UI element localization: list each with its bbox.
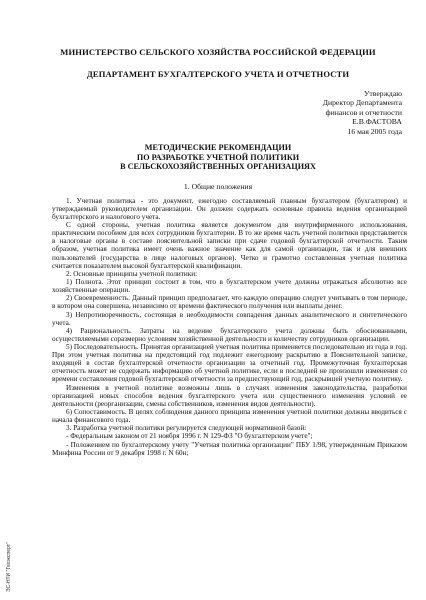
approval-line: Директор Департамента	[322, 98, 402, 108]
approval-line: Утверждаю	[363, 89, 402, 98]
document-body	[52, 197, 407, 457]
paragraph: 2. Основные принципы учетной политики:	[66, 269, 198, 278]
approval-date: 16 мая 2005 года	[347, 126, 402, 136]
paragraph: - Положением по бухгалтерскому учету "Учетная политика организации" ПБУ 1/98, утвержденным Приказом Минфина России от 9 декабря 1998 г. N 60н;	[52, 440, 407, 457]
document-title	[40, 143, 396, 172]
paragraph: 3. Разработка учетной политики регулируется следующей нормативной базой:	[66, 424, 307, 433]
approval-block	[270, 89, 402, 136]
approval-signatory: Е.В.ФАСТОВА	[352, 117, 402, 127]
approval-line: финансов и отчетности	[325, 107, 402, 117]
paragraph: Изменения в учетной политике возможны лишь в случаях изменения законодательства, разработки организацией новых способов ведения бухгалтерского учета или существенного изменения условий ее деятельности (реорганизации, смены собственников, изменения видов деятельности).	[52, 383, 407, 408]
paragraph: 2) Своевременность. Данный принцип предполагает, что каждую операцию следует учитывать в том периоде, в котором она совершена, независимо от времени фактического получения или выплаты денег.	[52, 294, 407, 311]
section-heading: 1. Общие положения	[183, 182, 253, 191]
paragraph: 5) Последовательность. Принятая организацией учетная политика применяется последовательно из года в год. При этом учетная политика на предстоящий год подлежит ежегодному раскрытию в Пояснительной записке, входящей в состав бухгалтерской отчетности организации за отчетный год. Промежуточная бухгалтерская отчетность может не содержать информацию об учетной политике, если в последней не произошли изменения со времени составления годовой бухгалтерской отчетности за предшествующий год, раскрывшей учетную политику.	[52, 343, 407, 384]
paragraph: 3) Непротиворечивость, состоящая в необходимости совпадения данных аналитического и синтетического учета.	[52, 310, 407, 327]
paragraph: 6) Сопоставимость. В целях соблюдения данного принципа изменения учетной политики должны вводиться с начала финансового года.	[52, 407, 407, 424]
title-line: ПО РАЗРАБОТКЕ УЧЕТНОЙ ПОЛИТИКИ	[136, 152, 300, 162]
paragraph: - Федеральным законом от 21 ноября 1996 г. N 129-ФЗ "О бухгалтерском учете";	[66, 432, 313, 441]
paragraph: 1. Учетная политика - это документ, ежегодно составляемый главным бухгалтером (бухгалтером) и утверждаемый руководителем организации. Он должен содержать основные правила ведения организацией бухгалтерского и налогового учета.	[52, 197, 407, 222]
paragraph: 1) Полнота. Этот принцип состоит в том, что в бухгалтерском учете должны отражаться абсолютно все хозяйственные операции.	[52, 278, 407, 295]
title-line: В СЕЛЬСКОХОЗЯЙСТВЕННЫХ ОРГАНИЗАЦИЯХ	[120, 162, 316, 171]
paragraph: 4) Рациональность. Затраты на ведение бухгалтерского учета должны быть обоснованными, осуществляемыми соразмерно условиям хозяйственной деятельности и количеству сотрудников организации.	[52, 326, 407, 343]
title-line: МЕТОДИЧЕСКИЕ РЕКОМЕНДАЦИИ	[144, 143, 292, 152]
department-heading: ДЕПАРТАМЕНТ БУХГАЛТЕРСКОГО УЧЕТА И ОТЧЕТНОСТИ	[86, 69, 350, 79]
paragraph: С одной стороны, учетная политика является документом для внутрифирменного использования, практическим пособием для всех сотрудников бухгалтерии. В то же время часть учетной политики представляется в налоговые органы в составе пояснительной записки при сдаче годовой бухгалтерской отчетности. Таким образом, учетная политика имеет очень важное значение как для самой организации, так и для внешних пользователей (государства в лице налоговых органов). Четко и грамотно составленная учетная политика считается показателем высокой бухгалтерской квалификации.	[52, 221, 407, 270]
side-stamp: ЭС-НТИ "Техэксперт"	[6, 542, 12, 592]
ministry-heading: МИНИСТЕРСТВО СЕЛЬСКОГО ХОЗЯЙСТВА РОССИЙСКОЙ ФЕДЕРАЦИИ	[60, 47, 376, 57]
